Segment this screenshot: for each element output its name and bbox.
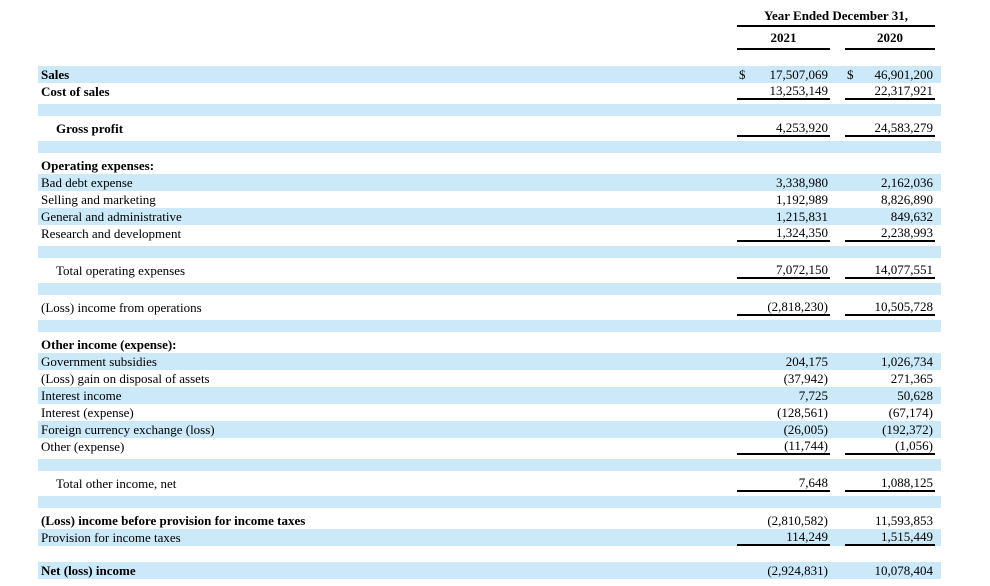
value-2021-cell	[737, 353, 830, 370]
row-label: (Loss) income before provision for income taxes	[41, 513, 306, 528]
value-2020-cell	[845, 299, 935, 316]
value-2020: 2,162,036	[881, 175, 933, 190]
row-label: (Loss) gain on disposal of assets	[41, 371, 210, 386]
value-2020-cell	[845, 174, 935, 191]
table-row-sales	[38, 66, 941, 83]
column-gap	[830, 225, 845, 242]
value-2020-cell	[845, 66, 935, 83]
spacer-row	[38, 546, 941, 562]
column-gap	[830, 191, 845, 208]
value-2021: 1,324,350	[776, 225, 828, 240]
table-row-bad-debt-expense	[38, 174, 941, 191]
row-label: Foreign currency exchange (loss)	[41, 422, 215, 437]
table-header	[737, 8, 935, 50]
row-label: (Loss) income from operations	[41, 300, 202, 315]
value-2021-cell	[737, 370, 830, 387]
row-label: Research and development	[41, 226, 182, 241]
value-2021: 3,338,980	[776, 175, 828, 190]
value-2021-cell	[737, 438, 830, 455]
value-2021-cell	[737, 120, 830, 137]
value-2020-cell	[845, 421, 935, 438]
value-2021: 114,249	[786, 529, 828, 544]
spacer-row	[38, 455, 941, 475]
value-2021-cell	[737, 299, 830, 316]
value-2021-cell	[737, 529, 830, 546]
value-2020-cell	[845, 157, 935, 174]
value-2020: 2,238,993	[881, 225, 933, 240]
value-2021-cell	[737, 191, 830, 208]
column-header-2020: 2020	[845, 30, 935, 50]
value-2020-cell	[845, 262, 935, 279]
row-label: Selling and marketing	[41, 192, 156, 207]
column-gap	[830, 299, 845, 316]
value-2020: 8,826,890	[881, 192, 933, 207]
value-2021-cell	[737, 83, 830, 100]
table-row-provision-for-income-taxes	[38, 529, 941, 546]
value-2021: 7,648	[798, 475, 828, 490]
value-2020: (1,056)	[895, 438, 933, 453]
spacer-row	[38, 100, 941, 120]
value-2020-cell	[845, 475, 935, 492]
spacer-row	[38, 492, 941, 512]
table-row-cost-of-sales	[38, 83, 941, 100]
column-gap	[830, 208, 845, 225]
row-label: Total other income, net	[56, 476, 177, 491]
value-2020-cell	[845, 529, 935, 546]
table-row-other-income-expense-header	[38, 336, 941, 353]
value-2021-cell	[737, 174, 830, 191]
spacer-row	[38, 279, 941, 299]
value-2020-cell	[845, 191, 935, 208]
column-gap	[830, 421, 845, 438]
value-2020: 50,628	[897, 388, 933, 403]
value-2021: (37,942)	[783, 371, 828, 386]
table-row-foreign-currency-exchange-loss	[38, 421, 941, 438]
row-label: Bad debt expense	[41, 175, 133, 190]
column-gap	[830, 475, 845, 492]
table-row-government-subsidies	[38, 353, 941, 370]
value-2020: 10,078,404	[874, 563, 933, 578]
row-label: Interest (expense)	[41, 405, 134, 420]
value-2021: (11,744)	[784, 438, 828, 453]
value-2021-cell	[737, 475, 830, 492]
table-row-loss-gain-on-disposal-of-assets	[38, 370, 941, 387]
column-gap	[830, 404, 845, 421]
table-row-research-and-development	[38, 225, 941, 242]
value-2020-cell	[845, 225, 935, 242]
value-2020-cell	[845, 83, 935, 100]
value-2020: (67,174)	[888, 405, 933, 420]
value-2021-cell	[737, 512, 830, 529]
row-label: Provision for income taxes	[41, 530, 181, 545]
value-2020: 46,901,200	[874, 67, 933, 82]
value-2020-cell	[845, 120, 935, 137]
value-2021-cell	[737, 157, 830, 174]
table-row-total-operating-expenses	[38, 262, 941, 279]
value-2021: 17,507,069	[769, 67, 828, 82]
value-2021-cell	[737, 404, 830, 421]
column-gap	[830, 66, 845, 83]
row-label: General and administrative	[41, 209, 182, 224]
column-gap	[830, 438, 845, 455]
value-2021: (2,810,582)	[767, 513, 828, 528]
row-label: Other (expense)	[41, 439, 125, 454]
value-2020: 1,515,449	[881, 529, 933, 544]
value-2020-cell	[845, 336, 935, 353]
table-row-gross-profit	[38, 120, 941, 137]
row-label: Interest income	[41, 388, 122, 403]
value-2020-cell	[845, 404, 935, 421]
value-2020-cell	[845, 438, 935, 455]
value-2020: 14,077,551	[874, 262, 933, 277]
row-label: Government subsidies	[41, 354, 157, 369]
value-2020: 1,026,734	[881, 354, 933, 369]
value-2020-cell	[845, 208, 935, 225]
value-2021: 1,215,831	[776, 209, 828, 224]
value-2020: 1,088,125	[881, 475, 933, 490]
table-row-interest-income	[38, 387, 941, 404]
table-row-selling-and-marketing	[38, 191, 941, 208]
column-gap	[830, 157, 845, 174]
table-row-loss-income-before-provision-for-income-taxes	[38, 512, 941, 529]
column-gap	[830, 353, 845, 370]
table-row-interest-expense	[38, 404, 941, 421]
value-2020: 10,505,728	[874, 299, 933, 314]
column-gap	[830, 512, 845, 529]
column-gap	[830, 174, 845, 191]
row-label: Cost of sales	[41, 84, 110, 99]
table-row-general-and-administrative	[38, 208, 941, 225]
value-2021: (2,818,230)	[767, 299, 828, 314]
value-2020: 22,317,921	[874, 83, 933, 98]
value-2021: 1,192,989	[776, 192, 828, 207]
value-2021-cell	[737, 225, 830, 242]
value-2020: (192,372)	[882, 422, 933, 437]
value-2021: 13,253,149	[769, 83, 828, 98]
value-2021: 4,253,920	[776, 120, 828, 135]
value-2021-cell	[737, 562, 830, 579]
table-row-net-loss-income	[38, 562, 941, 579]
value-2020: 24,583,279	[874, 120, 933, 135]
row-label: Gross profit	[56, 121, 124, 136]
spacer-row	[38, 316, 941, 336]
value-2021-cell	[737, 336, 830, 353]
value-2021: 204,175	[785, 354, 828, 369]
row-label: Sales	[41, 67, 70, 82]
value-2021: 7,725	[798, 388, 828, 403]
row-label: Other income (expense):	[41, 337, 177, 352]
dollar-sign: $	[847, 67, 854, 82]
value-2020: 271,365	[890, 371, 933, 386]
value-2021: (128,561)	[777, 405, 828, 420]
value-2020-cell	[845, 562, 935, 579]
value-2021-cell	[737, 208, 830, 225]
value-2020: 11,593,853	[874, 513, 933, 528]
value-2020-cell	[845, 370, 935, 387]
table-row-total-other-income-net	[38, 475, 941, 492]
year-column-headers	[737, 30, 935, 50]
dollar-sign: $	[739, 67, 746, 82]
value-2021-cell	[737, 66, 830, 83]
period-header: Year Ended December 31,	[737, 8, 935, 27]
spacer-row	[38, 242, 941, 262]
column-gap	[830, 562, 845, 579]
column-gap	[830, 529, 845, 546]
column-gap	[830, 336, 845, 353]
column-gap	[830, 262, 845, 279]
value-2021-cell	[737, 421, 830, 438]
value-2021: 7,072,150	[776, 262, 828, 277]
column-gap	[830, 387, 845, 404]
value-2020: 849,632	[890, 209, 933, 224]
value-2021: (2,924,831)	[767, 563, 828, 578]
row-label: Net (loss) income	[41, 563, 136, 578]
value-2021: (26,005)	[783, 422, 828, 437]
income-statement-table	[38, 8, 941, 579]
table-row-other-expense	[38, 438, 941, 455]
table-body	[38, 66, 941, 579]
table-row-loss-income-from-operations	[38, 299, 941, 316]
table-row-operating-expenses-header	[38, 157, 941, 174]
value-2021-cell	[737, 387, 830, 404]
value-2020-cell	[845, 512, 935, 529]
column-header-2021: 2021	[737, 30, 830, 50]
row-label: Total operating expenses	[56, 263, 186, 278]
value-2020-cell	[845, 387, 935, 404]
column-gap	[830, 30, 845, 50]
value-2020-cell	[845, 353, 935, 370]
value-2021-cell	[737, 262, 830, 279]
column-gap	[830, 370, 845, 387]
column-gap	[830, 120, 845, 137]
spacer-row	[38, 137, 941, 157]
row-label: Operating expenses:	[41, 158, 155, 173]
column-gap	[830, 83, 845, 100]
